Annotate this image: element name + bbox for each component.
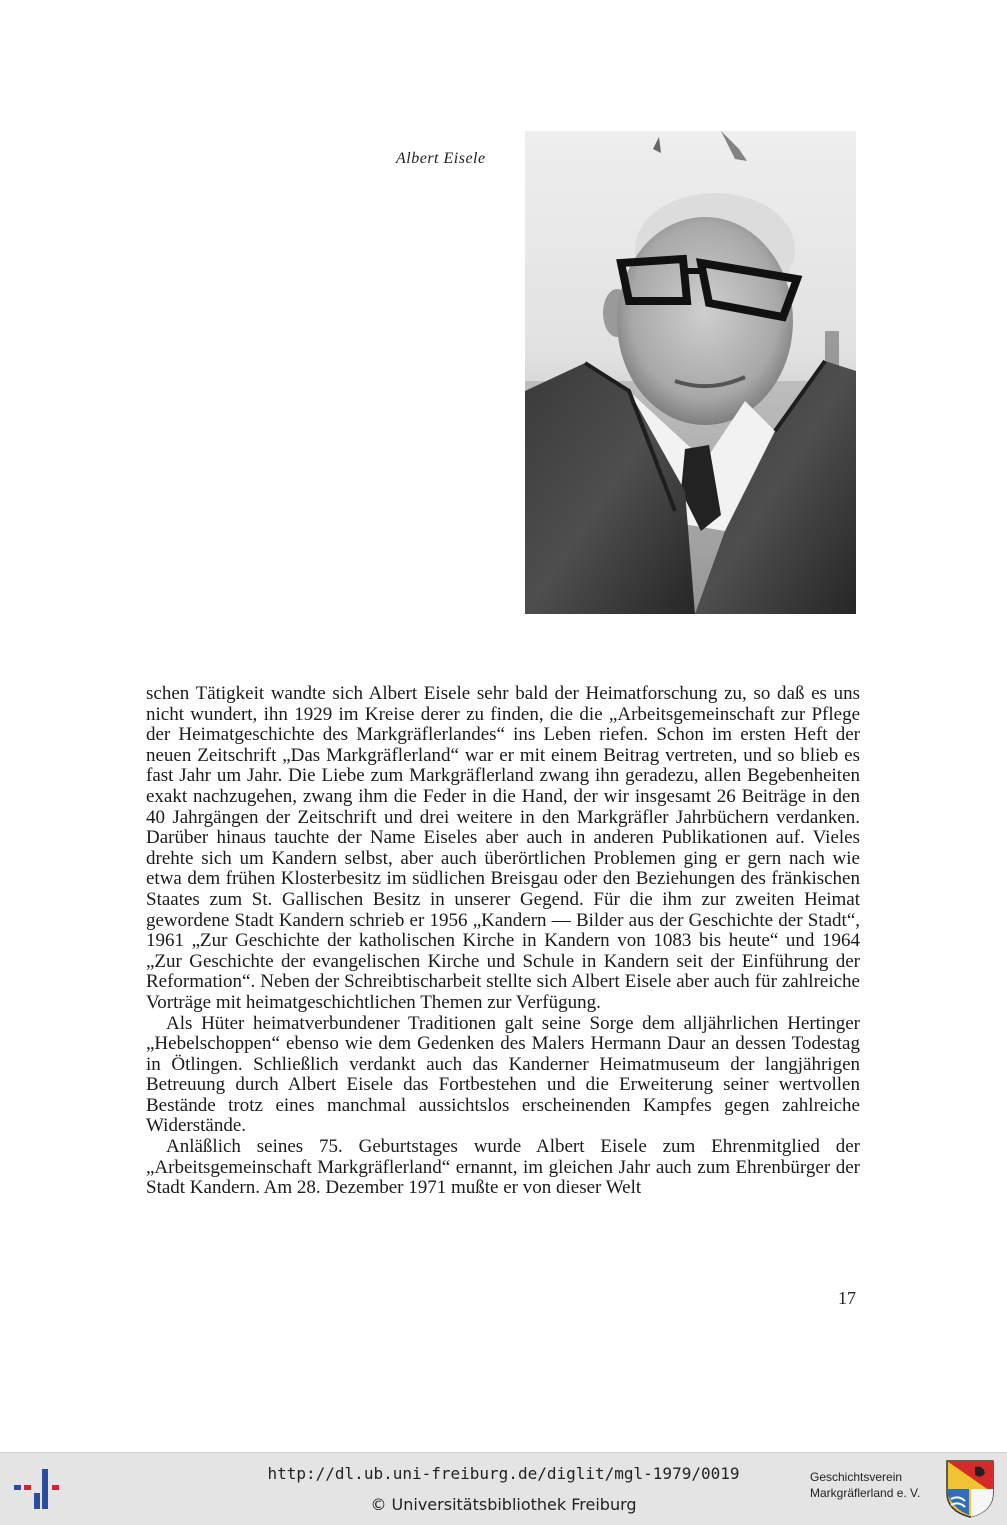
paragraph: schen Tätigkeit wandte sich Albert Eisele sehr bald der Heimatforschung zu, so daß es uns nicht wundert, ihn 1929 im Kreise derer zu finden, die die „Arbeitsgemeinschaft zur Pflege der Heimatgeschichte des Markgräflerlandes“ ins Leben riefen. Schon im ersten Heft der neuen Zeitschrift „Das Markgräflerland“ war er mit einem Beitrag vertreten, und so blieb es fast Jahr um Jahr. Die Liebe zum Markgräflerland zwang ihn geradezu, allen Begebenheiten exakt nachzugehen, zwang ihm die Feder in die Hand, der wir insgesamt 26 Beiträge in den 40 Jahrgängen der Zeitschrift und drei weitere in den Markgräfler Jahrbüchern verdanken. Darüber hinaus tauchte der Name Eiseles aber auch in anderen Publikationen auf. Vieles drehte sich um Kandern selbst, aber auch überörtlichen Problemen ging er gern nach wie etwa dem frühen Klosterbesitz im südlichen Breisgau oder den Beziehungen des fränkischen Staates zum St. Gallischen Besitz in unserer Gegend. Für die ihm zur zweiten Heimat gewordene Stadt Kandern schrieb er 1956 „Kandern — Bilder aus der Geschichte der Stadt“, 1961 „Zur Geschichte der katholischen Kirche in Kandern von 1083 bis heute“ und 1964 „Zur Geschichte der evangelischen Kirche und Schule in Kandern seit der Einführung der Reformation“. Neben der Schreibtischarbeit stellte sich Albert Eisele aber auch für zahlreiche Vorträge mit heimatgeschichtlichen Themen zur Verfügung. xyxy=(146,683,860,1013)
footer-organization xyxy=(810,1469,920,1501)
org-name-line1: Geschichtsverein xyxy=(810,1470,903,1484)
paragraph: Als Hüter heimatverbundener Traditionen galt seine Sorge dem alljährlichen Hertinger „Hebelschoppen“ ebenso wie dem Gedenken des Malers Hermann Daur an dessen Todestag in Ötlingen. Schließlich verdankt auch das Kanderner Heimatmuseum der langjährigen Betreuung durch Albert Eisele das Fortbestehen und die Erweiterung seiner wertvollen Bestände trotz eines manchmal aussichtslos erscheinenden Kampfes gegen zahlreiche Widerstände. xyxy=(146,1012,860,1137)
portrait-photo xyxy=(525,131,856,614)
page-number: 17 xyxy=(838,1288,856,1308)
footer-copyright: © Universitätsbibliothek Freiburg xyxy=(370,1495,637,1514)
article-body xyxy=(146,684,860,1199)
photo-caption: Albert Eisele xyxy=(396,150,486,167)
footer-bar xyxy=(0,1452,1007,1525)
coat-of-arms-icon xyxy=(945,1459,995,1519)
footer-url-link[interactable]: http://dl.ub.uni-freiburg.de/diglit/mgl-1979/0019 xyxy=(267,1464,740,1483)
paragraph: Anläßlich seines 75. Geburtstages wurde Albert Eisele zum Ehrenmitglied der „Arbeitsgemeinschaft Markgräflerland“ ernannt, im gleichen Jahr auch zum Ehrenbürger der Stadt Kandern. Am 28. Dezember 1971 mußte er von dieser Welt xyxy=(146,1136,860,1199)
org-name-line2: Markgräflerland e. V. xyxy=(810,1486,921,1500)
